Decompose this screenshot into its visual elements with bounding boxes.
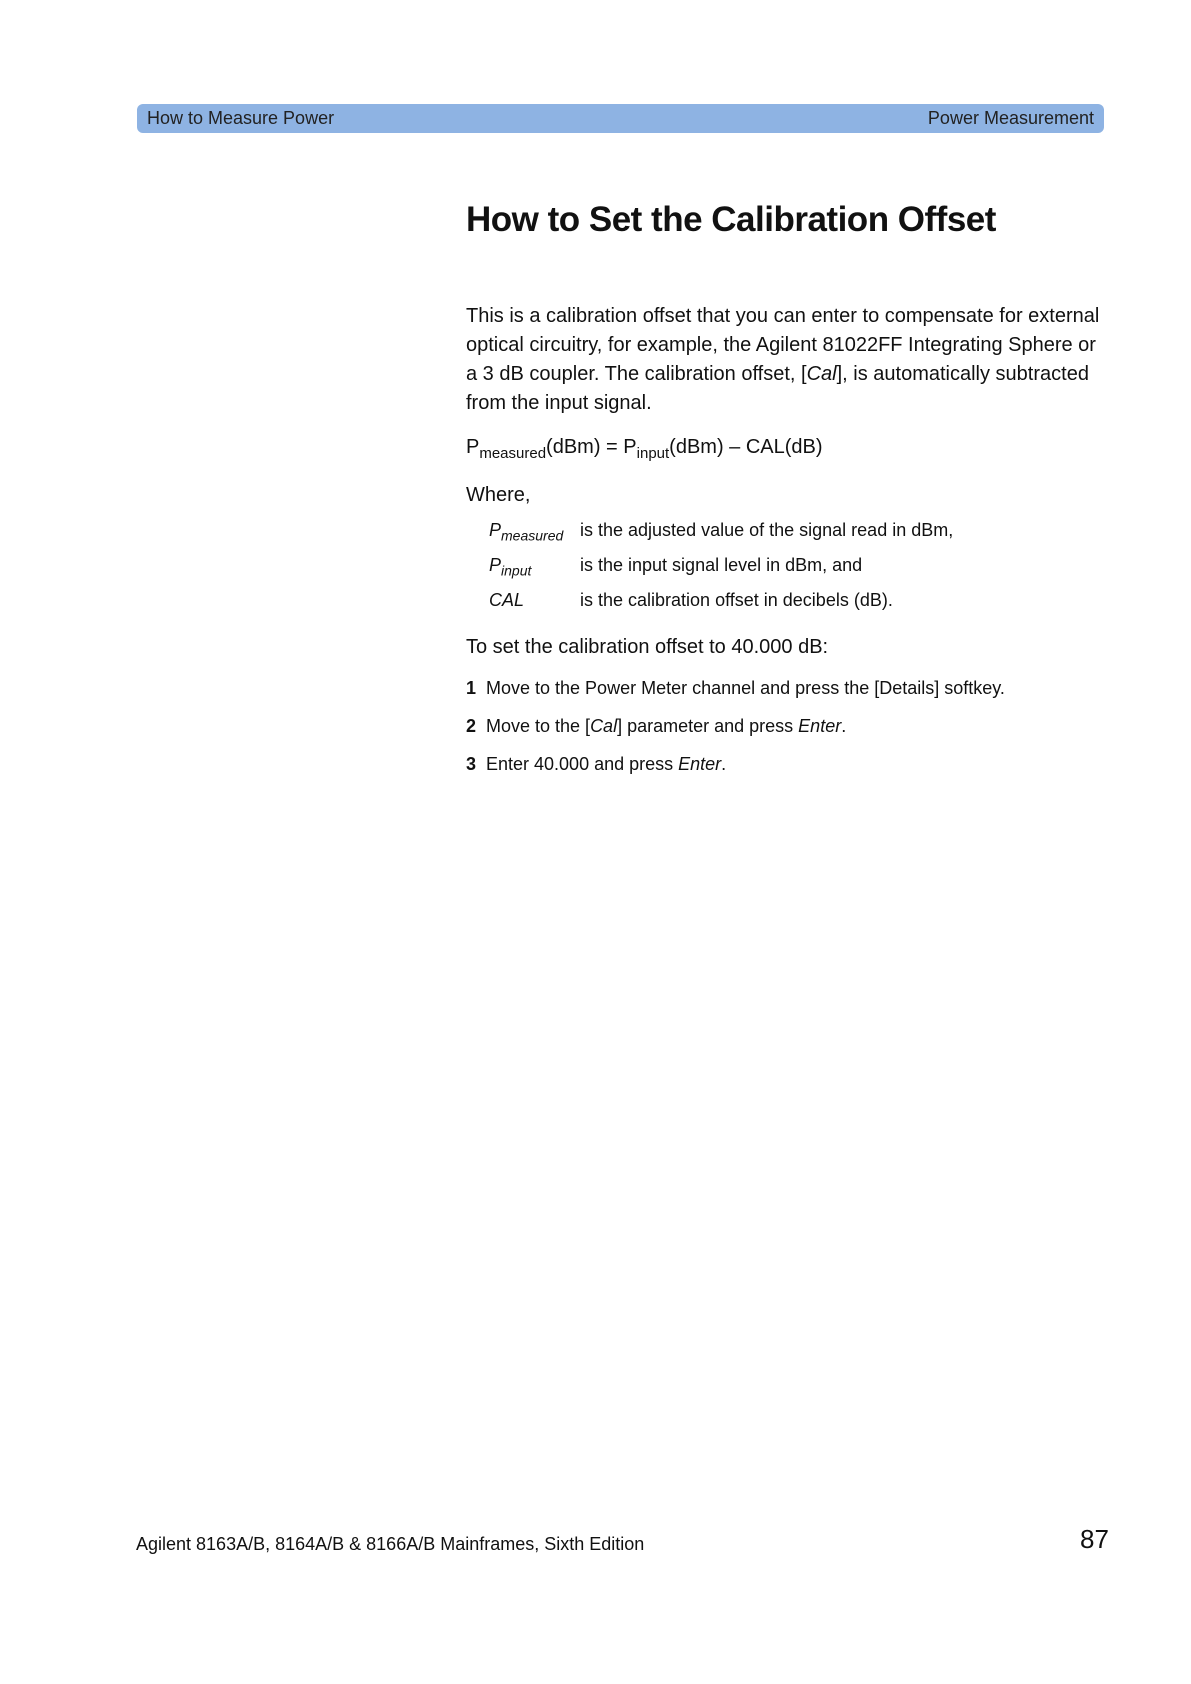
definition-symbol: P: [489, 520, 502, 540]
definition-term: [489, 520, 563, 544]
definition-description: is the input signal level in dBm, and: [580, 555, 863, 575]
formula-lhs-unit: (dBm) =: [546, 436, 624, 458]
formula-rhs-subscript: input: [636, 445, 670, 462]
formula-rhs-rest: (dBm) – CAL(dB): [669, 436, 823, 458]
footer-manual-title: Agilent 8163A/B, 8164A/B & 8166A/B Mainframes, Sixth Edition: [136, 1534, 645, 1554]
definition-term: [489, 590, 524, 614]
header-section-right: Power Measurement: [927, 108, 1094, 128]
step-number: 1: [466, 678, 477, 698]
definition-description: is the adjusted value of the signal read in dBm,: [580, 520, 954, 540]
formula-lhs-subscript: measured: [479, 445, 547, 462]
definition-symbol: P: [489, 555, 502, 575]
step-item: [466, 678, 1005, 699]
definition-subscript: input: [501, 562, 532, 579]
offset-formula: [466, 436, 823, 462]
step-key: Enter: [798, 716, 842, 736]
step-number: 3: [466, 754, 477, 774]
paragraph-text-end: ], is automatically subtracted from the input signal.: [466, 363, 1089, 414]
where-label: Where,: [466, 484, 531, 506]
step-text: ] parameter and press: [617, 716, 799, 736]
paragraph-text-start: This is a calibration offset that you can enter to compensate for external optical circuitry, for example, the Agilent 81022FF Integrating Sphere or a 3 dB coupler. The calibration offset, [: [466, 305, 1100, 385]
definition-term: [489, 555, 531, 579]
step-text: .: [721, 754, 727, 774]
step-item: [466, 754, 726, 775]
page-title: How to Set the Calibration Offset: [466, 200, 996, 239]
definition-subscript: measured: [501, 527, 564, 544]
header-section-left: How to Measure Power: [147, 108, 335, 128]
cal-parameter: Cal: [806, 363, 837, 385]
step-number: 2: [466, 716, 477, 736]
step-item: [466, 716, 846, 737]
formula-rhs-symbol: P: [623, 436, 637, 458]
formula-lhs-symbol: P: [466, 436, 480, 458]
steps-intro: To set the calibration offset to 40.000 dB:: [466, 636, 829, 658]
definition-description: is the calibration offset in decibels (dB).: [580, 590, 893, 610]
step-text: .: [841, 716, 847, 736]
step-param: Cal: [590, 716, 618, 736]
intro-paragraph: [466, 302, 1106, 418]
page-number: 87: [1080, 1524, 1109, 1554]
step-text: Move to the Power Meter channel and press the [Details] softkey.: [486, 678, 1005, 698]
step-text: Enter 40.000 and press: [486, 754, 679, 774]
step-text: Move to the [: [486, 716, 591, 736]
running-header: [137, 104, 1104, 133]
definition-symbol: CAL: [489, 590, 525, 610]
step-key: Enter: [678, 754, 722, 774]
